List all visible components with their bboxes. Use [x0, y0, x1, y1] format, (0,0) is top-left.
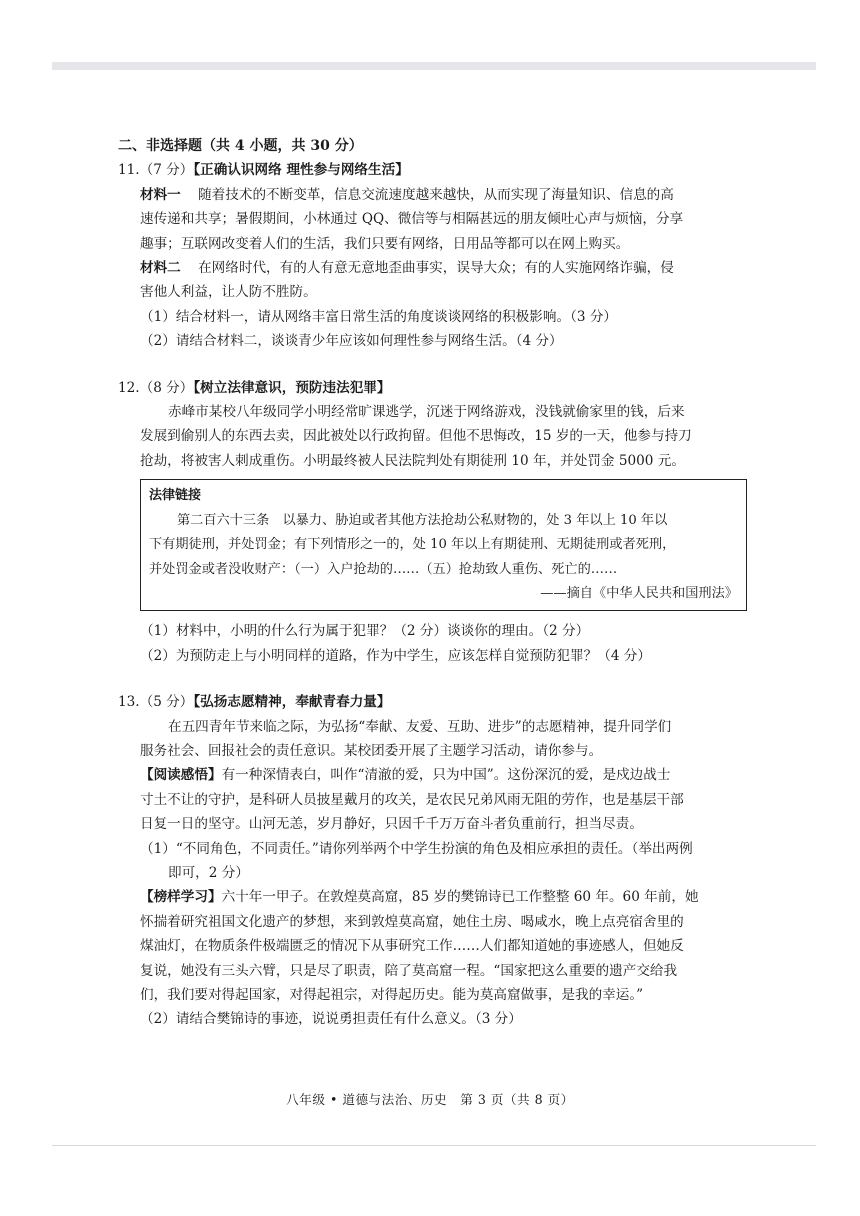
- q13-reading-line-2: 寸土不让的守护，是科研人员披星戴月的攻关，是农民兄弟风雨无阻的劳作，也是基层干部: [140, 791, 684, 808]
- law-text-line-2: 下有期徒刑，并处罚金；有下列情形之一的，处 10 年以上有期徒刑、无期徒刑或者死刑，: [149, 537, 676, 553]
- page-footer: 八年级 • 道德与法治、历史 第 3 页（共 8 页）: [286, 1092, 574, 1107]
- question-11-topic: 【正确认识网络 理性参与网络生活】: [193, 162, 409, 179]
- q12-subquestion-2: （2）为预防走上与小明同样的道路，作为中学生，应该怎样自觉预防犯罪？（4 分）: [140, 647, 651, 664]
- q13-subquestion-1-line-2: 即可，2 分）: [168, 864, 249, 881]
- law-text-line-1: 第二百六十三条 以暴力、胁迫或者其他方法抢劫公私财物的，处 3 年以上 10 年以: [177, 512, 668, 528]
- q13-intro-line-1: 在五四青年节来临之际，为弘扬“奉献、友爱、互助、进步”的志愿精神，提升同学们: [168, 718, 672, 735]
- law-link-box: [140, 479, 747, 611]
- q13-model-line-2: 怀揣着研究祖国文化遗产的梦想，来到敦煌莫高窟，她住土房、喝咸水，晚上点亮宿舍里的: [140, 913, 684, 930]
- q11-material-1-line-1: 材料一 随着技术的不断变革，信息交流速度越来越快，从而实现了海量知识、信息的高: [140, 186, 674, 203]
- question-13-heading: [118, 690, 758, 714]
- q13-reading-label: 【阅读感悟】: [140, 767, 222, 784]
- q11-material-2-line-2: 害他人利益，让人防不胜防。: [140, 284, 317, 301]
- q13-subquestion-2: （2）请结合樊锦诗的事迹，说说勇担责任有什么意义。（3 分）: [140, 1011, 522, 1028]
- q13-model-label: 【榜样学习】: [140, 889, 222, 906]
- q12-paragraph-line-3: 抢劫，将被害人刺成重伤。小明最终被人民法院判处有期徒刑 10 年，并处罚金 5000 元。: [140, 452, 685, 469]
- q11-material-1-label: 材料一: [140, 186, 181, 203]
- bottom-scan-rule: [52, 1145, 816, 1146]
- q11-material-1-line-2: 速传递和共享；暑假期间，小林通过 QQ、微信等与相隔甚远的朋友倾吐心声与烦恼，分享: [140, 211, 684, 228]
- section-title: 二、非选择题（共 4 小题，共 30 分）: [118, 138, 363, 154]
- q11-material-2-label: 材料二: [140, 260, 181, 277]
- q11-material-1-line-3: 趣事；互联网改变着人们的生活，我们只要有网络，日用品等都可以在网上购买。: [140, 235, 630, 252]
- q11-subquestion-1: （1）结合材料一，请从网络丰富日常生活的角度谈谈网络的积极影响。（3 分）: [140, 308, 618, 325]
- q13-model-line-1: 【榜样学习】六十年一甲子。在敦煌莫高窟，85 岁的樊锦诗已工作整整 60 年。60 年前，她: [140, 889, 699, 906]
- q11-material-2-line-1: 材料二 在网络时代，有的人有意无意地歪曲事实，误导大众；有的人实施网络诈骗，侵: [140, 260, 674, 277]
- q13-reading-line-1: 【阅读感悟】有一种深情表白，叫作“清澈的爱，只为中国”。这份深沉的爱，是戍边战士: [140, 767, 671, 784]
- q12-paragraph-line-2: 发展到偷别人的东西去卖，因此被处以行政拘留。但他不思悔改，15 岁的一天，他参与持刀: [140, 428, 692, 445]
- q13-intro-line-2: 服务社会、回报社会的责任意识。某校团委开展了主题学习活动，请你参与。: [140, 742, 603, 759]
- q13-reading-line-3: 日复一日的坚守。山河无恙，岁月静好，只因千千万万奋斗者负重前行，担当尽责。: [140, 816, 643, 833]
- law-text-line-3: 并处罚金或者没收财产：（一）入户抢劫的……（五）抢劫致人重伤、死亡的……: [149, 561, 618, 577]
- q11-subquestion-2: （2）请结合材料二，谈谈青少年应该如何理性参与网络生活。（4 分）: [140, 333, 563, 350]
- question-12-number: 12.（8 分）: [118, 379, 194, 396]
- top-scan-band: [52, 62, 816, 70]
- question-12-topic: 【树立法律意识，预防违法犯罪】: [193, 379, 391, 396]
- law-source: ——摘自《中华人民共和国刑法》: [540, 585, 738, 601]
- exam-page-content: [118, 134, 758, 1032]
- question-11-number: 11.（7 分）: [118, 162, 194, 179]
- question-11-heading: [118, 158, 758, 182]
- question-12-heading: [118, 376, 758, 400]
- q12-paragraph-line-1: 赤峰市某校八年级同学小明经常旷课逃学，沉迷于网络游戏，没钱就偷家里的钱，后来: [168, 404, 685, 421]
- q12-subquestion-1: （1）材料中，小明的什么行为属于犯罪？（2 分）谈谈你的理由。（2 分）: [140, 623, 590, 640]
- q13-subquestion-1-line-1: （1）“不同角色，不同责任。”请你列举两个中学生扮演的角色及相应承担的责任。（举出两例: [140, 840, 693, 857]
- q13-model-line-5: 们，我们要对得起国家，对得起祖宗，对得起历史。能为莫高窟做事，是我的幸运。”: [140, 987, 644, 1003]
- q13-model-line-4: 复说，她没有三头六臂，只是尽了职责，陪了莫高窟一程。“国家把这么重要的遗产交给我: [140, 962, 678, 979]
- law-link-title: 法律链接: [149, 488, 202, 504]
- question-13-topic: 【弘扬志愿精神，奉献青春力量】: [193, 694, 391, 711]
- question-13-number: 13.（5 分）: [118, 694, 194, 711]
- q13-model-line-3: 煤油灯，在物质条件极端匮乏的情况下从事研究工作……人们都知道她的事迹感人，但她反: [140, 938, 684, 955]
